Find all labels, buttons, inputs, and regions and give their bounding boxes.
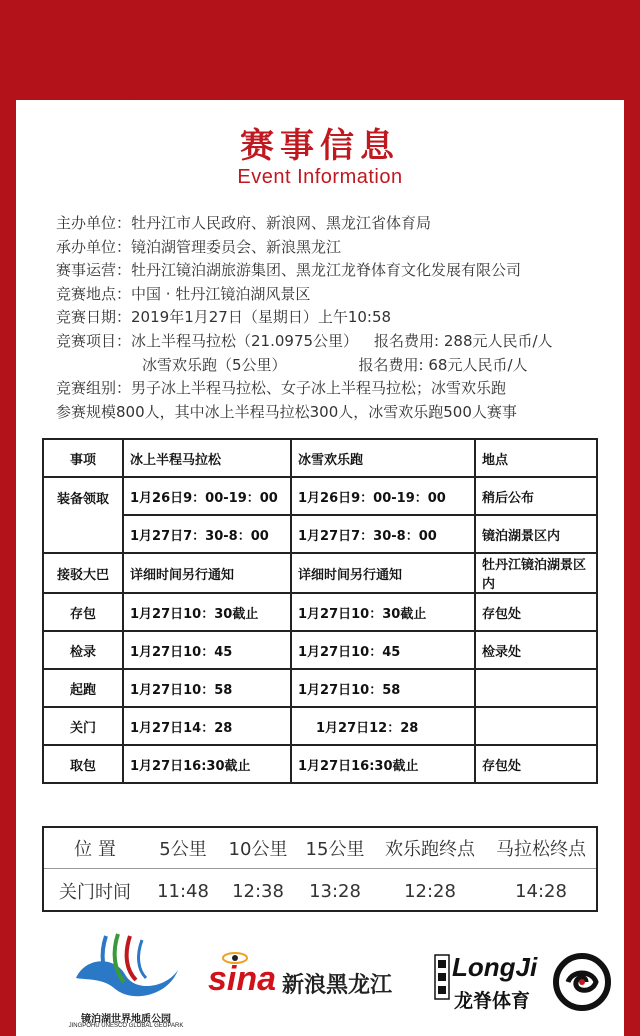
jingpohu-name: 镜泊湖世界地质公园 <box>81 1014 171 1025</box>
table-cell: 1月26日9：00-19：00 <box>291 477 475 515</box>
table-cell: 检录处 <box>475 631 597 669</box>
table-cell: 详细时间另行通知 <box>123 553 291 593</box>
table-cell: 1月27日16:30截止 <box>291 745 475 783</box>
table-cell: 牡丹江镜泊湖景区内 <box>475 553 597 593</box>
table-cell <box>475 707 597 745</box>
cutoff-time: 14:28 <box>515 880 567 902</box>
cutoff-row-label: 位 置 <box>74 839 116 860</box>
table-cell-label: 检录 <box>43 631 123 669</box>
table-cell-label: 装备领取 <box>43 477 123 553</box>
cutoff-time-row <box>44 871 596 911</box>
longji-name: 龙脊体育 <box>454 990 531 1012</box>
table-header-row <box>43 439 597 477</box>
cutoff-time: 12:28 <box>404 880 456 902</box>
cutoff-position: 15公里 <box>305 839 365 860</box>
info-event-1: 竞赛项目：冰上半程马拉松（21.0975公里） 报名费用: 288元人民币/人 <box>56 331 553 350</box>
table-cell-label: 取包 <box>43 745 123 783</box>
table-cell: 1月27日7：30-8：00 <box>123 515 291 553</box>
table-cell: 详细时间另行通知 <box>291 553 475 593</box>
table-cell: 稍后公布 <box>475 477 597 515</box>
cutoff-table <box>42 826 598 912</box>
event-info <box>56 212 616 424</box>
cutoff-time: 12:38 <box>232 880 284 902</box>
sponsor-logos <box>16 918 624 1036</box>
cutoff-time: 11:48 <box>157 880 209 902</box>
info-organizer: 主办单位：牡丹江市人民政府、新浪网、黑龙江省体育局 <box>56 214 432 232</box>
sina-heilongjiang-logo <box>208 960 428 1004</box>
table-row <box>43 553 597 593</box>
table-cell-label: 接驳大巴 <box>43 553 123 593</box>
page-subtitle: Event Information <box>237 166 403 188</box>
table-cell: 1月27日10：45 <box>291 631 475 669</box>
table-cell: 1月27日16:30截止 <box>123 745 291 783</box>
table-cell: 镜泊湖景区内 <box>475 515 597 553</box>
dragon-emblem-icon <box>552 952 612 1012</box>
table-cell: 1月27日10：30截止 <box>291 593 475 631</box>
info-date: 竞赛日期：2019年1月27日（星期日）上午10:58 <box>56 308 392 327</box>
cutoff-time: 13:28 <box>309 880 361 902</box>
info-scale: 参赛规模800人，其中冰上半程马拉松300人，冰雪欢乐跑500人赛事 <box>56 402 517 421</box>
table-row <box>43 515 597 553</box>
table-header-cell: 地点 <box>475 439 597 477</box>
table-cell: 存包处 <box>475 593 597 631</box>
longji-seal-icon <box>434 954 450 1000</box>
cutoff-position: 欢乐跑终点 <box>385 839 475 860</box>
cutoff-row-label: 关门时间 <box>59 882 131 903</box>
longji-sports-logo <box>436 948 616 1020</box>
sina-name: 新浪黑龙江 <box>282 973 393 998</box>
table-cell-label: 存包 <box>43 593 123 631</box>
table-cell-label: 关门 <box>43 707 123 745</box>
jingpohu-geopark-logo <box>56 926 196 1030</box>
table-row <box>43 593 597 631</box>
table-cell: 1月27日12：28 <box>291 707 475 745</box>
table-row <box>43 669 597 707</box>
cutoff-position: 马拉松终点 <box>496 839 586 860</box>
schedule-table <box>42 438 598 784</box>
table-row <box>43 631 597 669</box>
info-event-2: 冰雪欢乐跑（5公里） 报名费用: 68元人民币/人 <box>142 355 528 374</box>
table-header-cell: 冰雪欢乐跑 <box>291 439 475 477</box>
cutoff-position-row <box>44 828 596 869</box>
table-cell <box>475 669 597 707</box>
table-cell: 1月27日7：30-8：00 <box>291 515 475 553</box>
table-row <box>43 477 597 515</box>
info-venue: 竞赛地点：中国 · 牡丹江镜泊湖风景区 <box>56 284 311 303</box>
info-groups: 竞赛组别：男子冰上半程马拉松、女子冰上半程马拉松；冰雪欢乐跑 <box>56 379 507 398</box>
cutoff-position: 10公里 <box>228 839 288 860</box>
table-cell: 1月26日9：00-19：00 <box>123 477 291 515</box>
jingpohu-name-en: JINGPOHU UNESCO GLOBAL GEOPARK <box>68 1023 184 1029</box>
table-cell: 1月27日10：58 <box>291 669 475 707</box>
cutoff-position: 5公里 <box>159 839 207 860</box>
table-cell: 1月27日14：28 <box>123 707 291 745</box>
table-cell-label: 起跑 <box>43 669 123 707</box>
geopark-emblem-icon <box>56 926 196 1010</box>
table-header-cell: 事项 <box>43 439 123 477</box>
table-row <box>43 745 597 783</box>
table-cell: 1月27日10：58 <box>123 669 291 707</box>
page-title: 赛事信息 <box>240 126 400 166</box>
table-header-cell: 冰上半程马拉松 <box>123 439 291 477</box>
table-row <box>43 707 597 745</box>
longji-wordmark: LongJi <box>452 952 538 982</box>
table-cell: 1月27日10：30截止 <box>123 593 291 631</box>
info-co-organizer: 承办单位：镜泊湖管理委员会、新浪黑龙江 <box>56 237 342 256</box>
table-cell: 1月27日10：45 <box>123 631 291 669</box>
sina-wordmark: sina <box>208 960 277 998</box>
info-operation: 赛事运营：牡丹江镜泊湖旅游集团、黑龙江龙脊体育文化发展有限公司 <box>56 261 522 280</box>
table-cell: 存包处 <box>475 745 597 783</box>
